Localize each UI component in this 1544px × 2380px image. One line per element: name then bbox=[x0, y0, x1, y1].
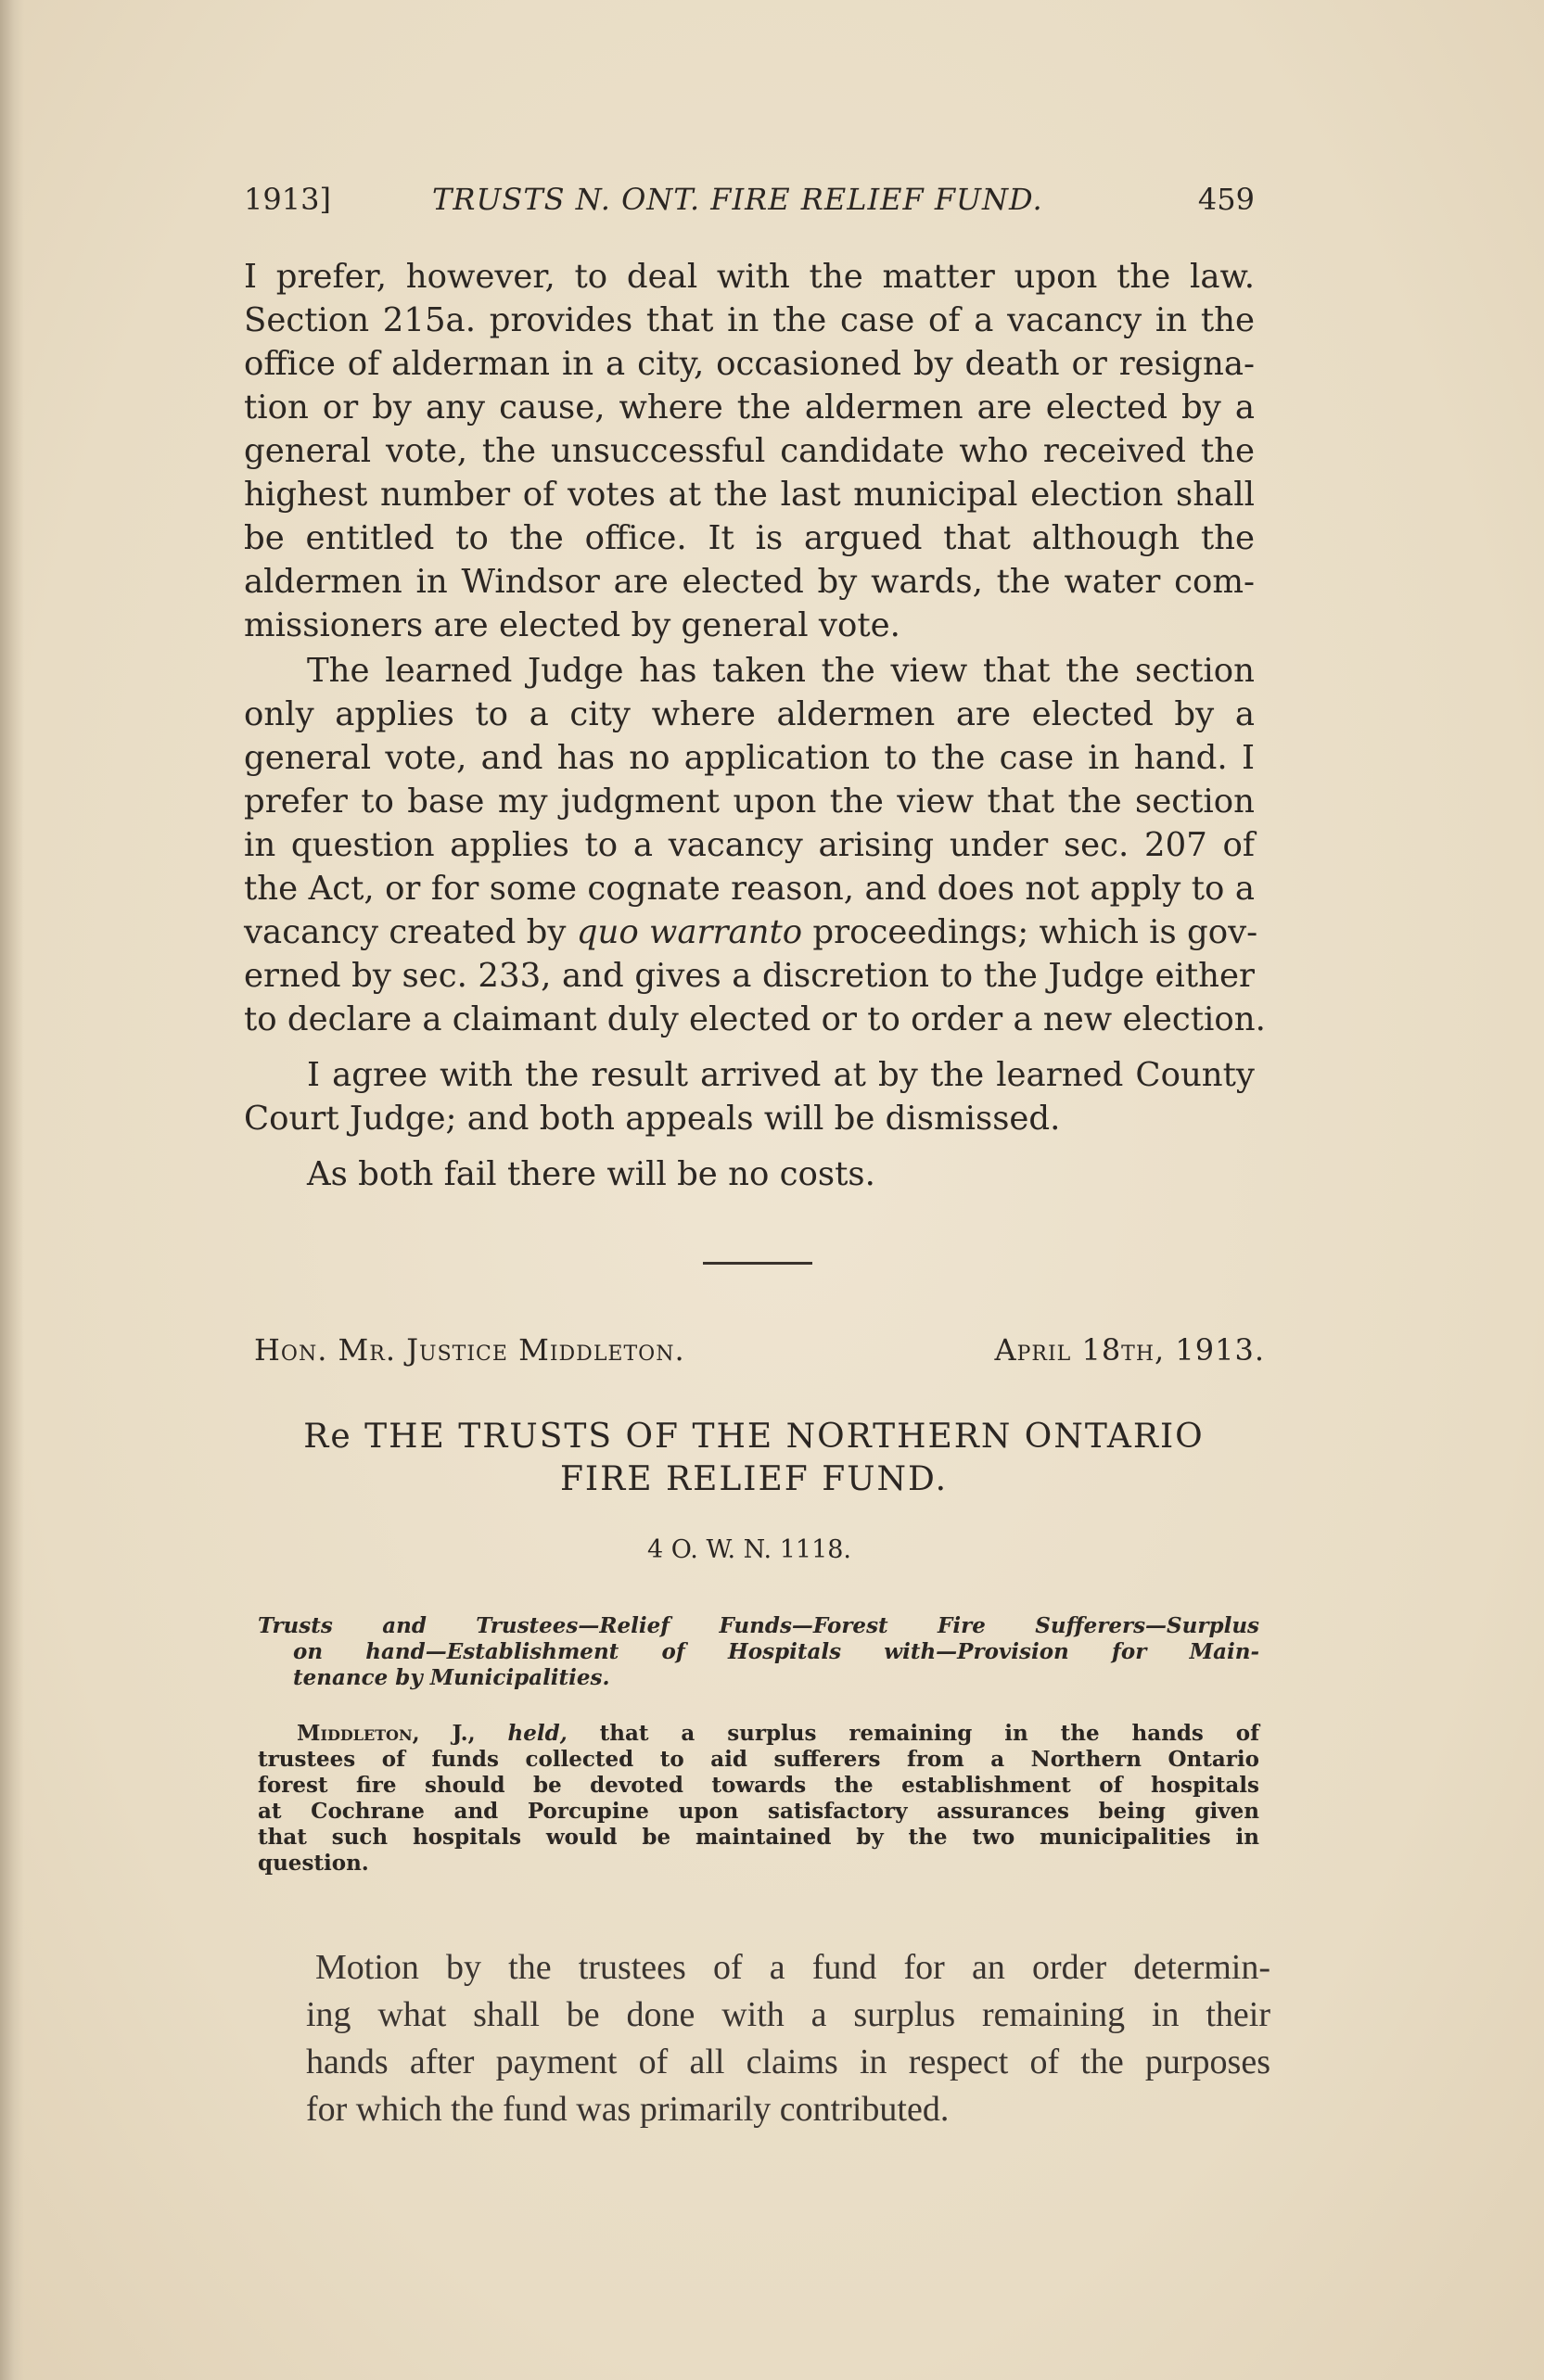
running-header bbox=[244, 182, 1255, 228]
text-line: tion or by any cause, where the aldermen are elected by a bbox=[244, 388, 1255, 426]
text-line: erned by sec. 233, and gives a discretion to the Judge either bbox=[244, 957, 1255, 995]
text-line: the Act, or for some cognate reason, and does not apply to a bbox=[244, 870, 1255, 908]
text-line: general vote, and has no application to the case in hand. I bbox=[244, 739, 1255, 777]
text-line: aldermen in Windsor are elected by wards, the water com- bbox=[244, 563, 1255, 601]
holding-line: that such hospitals would be maintained by the two municipalities in bbox=[258, 1825, 1259, 1850]
latin-phrase: quo warranto bbox=[576, 913, 803, 951]
case-citation: 4 O. W. N. 1118. bbox=[646, 1535, 852, 1564]
holding-judge: Middleton, J., bbox=[297, 1721, 476, 1746]
text-line: Court Judge; and both appeals will be dismissed. bbox=[244, 1100, 1061, 1138]
running-title: TRUSTS N. ONT. FIRE RELIEF FUND. bbox=[432, 182, 1043, 217]
text-line: in question applies to a vacancy arising under sec. 207 of bbox=[244, 826, 1255, 864]
headnote-line: Trusts and Trustees—Relief Funds—Forest Fire Sufferers—Surplus bbox=[258, 1613, 1259, 1638]
holding-line bbox=[258, 1721, 1259, 1747]
text-line: highest number of votes at the last municipal election shall bbox=[244, 476, 1255, 514]
text-line: general vote, the unsuccessful candidate who received the bbox=[244, 432, 1255, 470]
page-number: 459 bbox=[1197, 182, 1255, 217]
motion-line: for which the fund was primarily contributed. bbox=[306, 2090, 950, 2129]
motion-line: hands after payment of all claims in respect of the purposes bbox=[306, 2043, 1270, 2081]
headnote-catchwords bbox=[258, 1613, 1259, 1691]
text-run: proceedings; which is gov- bbox=[802, 913, 1258, 951]
text-run: that a surplus remaining in the hands of bbox=[567, 1721, 1259, 1746]
paragraph-law bbox=[244, 255, 1255, 647]
motion-line: ing what shall be done with a surplus remaining in their bbox=[306, 1995, 1270, 2034]
text-line: office of alderman in a city, occasioned by death or resigna- bbox=[244, 345, 1255, 383]
headnote-line: tenance by Municipalities. bbox=[293, 1665, 610, 1690]
text-line: The learned Judge has taken the view that the section bbox=[307, 652, 1255, 690]
holding-held: held, bbox=[507, 1721, 568, 1746]
text-line: I prefer, however, to deal with the matter upon the law. bbox=[244, 258, 1255, 296]
text-line: As both fail there will be no costs. bbox=[307, 1155, 875, 1193]
headnote-line: on hand—Establishment of Hospitals with—Provision for Main- bbox=[293, 1639, 1259, 1664]
holding-line: question. bbox=[258, 1851, 369, 1876]
motion-line: Motion by the trustees of a fund for an order determin- bbox=[315, 1948, 1270, 1987]
case-judge-date-line bbox=[254, 1332, 1265, 1379]
headnote-holding bbox=[258, 1721, 1259, 1877]
text-line: I agree with the result arrived at by the learned County bbox=[307, 1056, 1255, 1094]
page-binding-shadow bbox=[0, 0, 24, 2380]
case-title-line: Re THE TRUSTS OF THE NORTHERN ONTARIO bbox=[303, 1418, 1205, 1456]
section-divider bbox=[703, 1262, 812, 1265]
text-line: only applies to a city where aldermen are elected by a bbox=[244, 695, 1255, 733]
text-run: vacancy created by bbox=[244, 913, 577, 951]
case-title-line: FIRE RELIEF FUND. bbox=[559, 1460, 949, 1498]
paragraph-agree bbox=[244, 1053, 1255, 1140]
case-title bbox=[244, 1416, 1264, 1501]
text-line: prefer to base my judgment upon the view that the section bbox=[244, 783, 1255, 821]
text-line bbox=[244, 910, 1258, 954]
text-line: Section 215a. provides that in the case of a vacancy in the bbox=[244, 301, 1255, 339]
text-line: to declare a claimant duly elected or to order a new election. bbox=[244, 1000, 1266, 1038]
holding-line: forest fire should be devoted towards the establishment of hospitals bbox=[258, 1773, 1259, 1798]
holding-line: trustees of funds collected to aid sufferers from a Northern Ontario bbox=[258, 1747, 1259, 1772]
judgment-date: April 18th, 1913. bbox=[994, 1332, 1265, 1368]
header-year: 1913] bbox=[244, 182, 331, 217]
holding-line: at Cochrane and Porcupine upon satisfactory assurances being given bbox=[258, 1799, 1259, 1824]
paragraph-costs bbox=[244, 1152, 1255, 1196]
text-line: missioners are elected by general vote. bbox=[244, 606, 900, 644]
text-line: be entitled to the office. It is argued that although the bbox=[244, 519, 1255, 557]
motion-paragraph bbox=[306, 1944, 1270, 2133]
judge-name: Hon. Mr. Justice Middleton. bbox=[254, 1332, 685, 1368]
paragraph-learned-judge bbox=[244, 649, 1266, 1041]
